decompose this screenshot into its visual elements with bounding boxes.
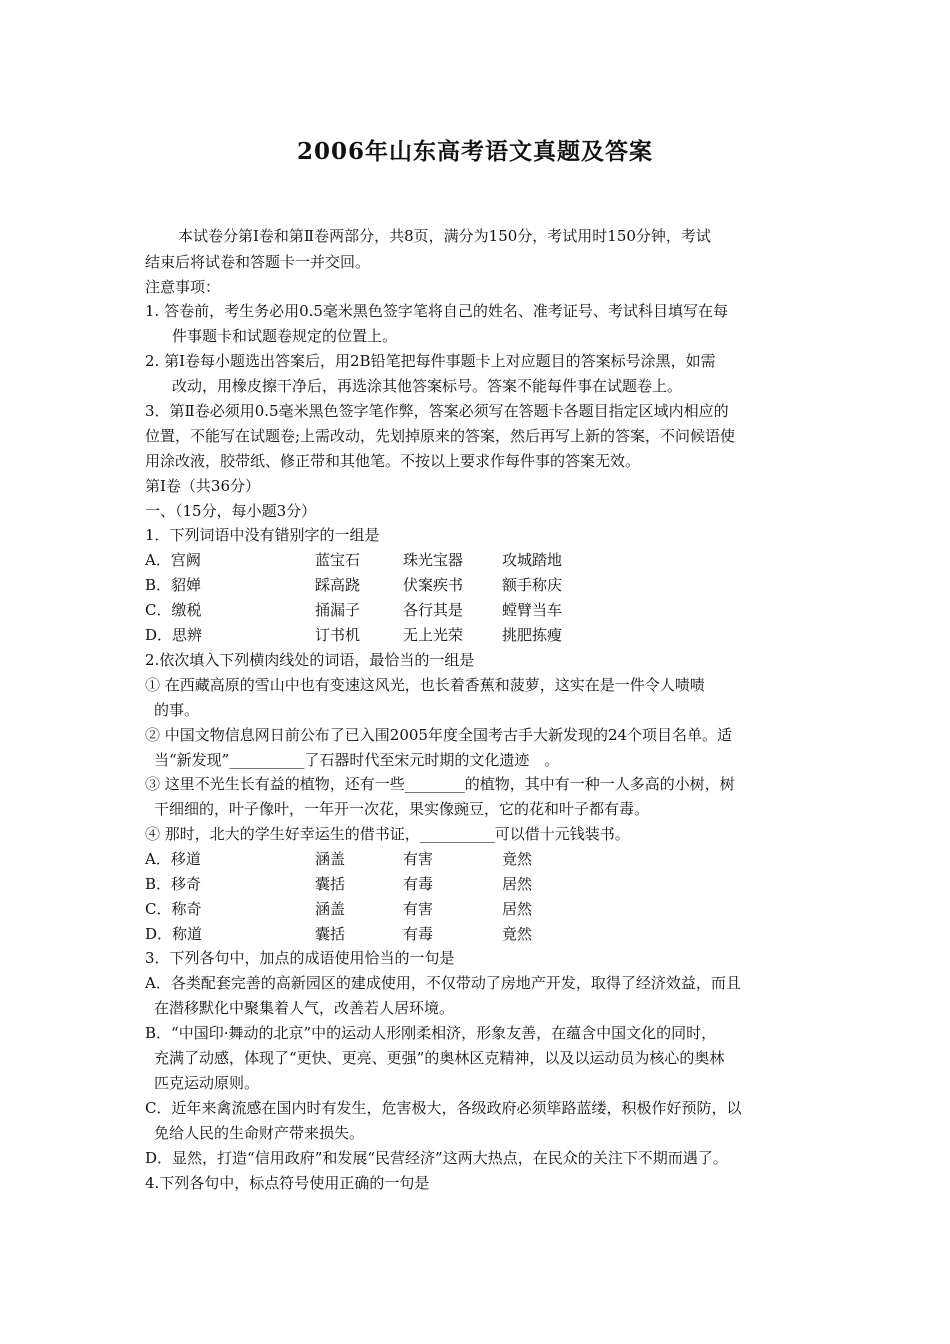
q2-option-row (145, 849, 745, 869)
option-cell: 蓝宝石 (315, 551, 361, 569)
option-cell: A．宫阙 (145, 551, 201, 569)
option-cell: 无上光荣 (403, 626, 464, 644)
section-heading: 一、（15分，每小题3分） (145, 502, 317, 520)
q2-option-row (145, 899, 745, 919)
option-cell: 有害 (403, 900, 434, 918)
q3-option-line: 免给人民的生命财产带来损失。 (154, 1124, 365, 1142)
option-cell: D．称道 (145, 925, 203, 943)
option-cell: 伏案疾书 (403, 576, 464, 594)
option-cell: 涵盖 (315, 850, 346, 868)
option-cell: 各行其是 (403, 601, 464, 619)
q2-sentence: ② 中国文物信息网日前公布了已入围2005年度全国考古手大新发现的24个项目名单。适 (145, 726, 733, 744)
note-line: 件事题卡和试题卷规定的位置上。 (172, 327, 398, 345)
option-cell: 踩高跷 (315, 576, 361, 594)
page-title: 2006年山东高考语文真题及答案 (296, 138, 653, 165)
q2-sentence: 当“新发现”__________了石器时代至宋元时期的文化遗迹 。 (154, 751, 560, 769)
option-cell: 订书机 (315, 626, 361, 644)
option-cell: 有害 (403, 850, 434, 868)
q2-option-row (145, 874, 745, 894)
q1-option-row (145, 575, 745, 595)
note-line: 1. 答卷前，考生务必用0.5毫米黑色签字笔将自己的姓名、准考证号、考试科目填写在每 (145, 302, 728, 320)
option-cell: C．缴税 (145, 601, 202, 619)
option-cell: 捅漏子 (315, 601, 361, 619)
option-cell: 囊括 (315, 875, 346, 893)
note-line: 用涂改液，胶带纸、修正带和其他笔。不按以上要求作每件事的答案无效。 (145, 452, 641, 470)
q3-option-line: 匹克运动原则。 (154, 1074, 260, 1092)
option-cell: 有毒 (403, 875, 434, 893)
q1-option-row (145, 600, 745, 620)
q3-option-line: D．显然，打造“信用政府”和发展“民营经济”这两大热点，在民众的关注下不期而遇了。 (145, 1149, 728, 1167)
question-1: 1．下列词语中没有错别字的一组是 (145, 526, 380, 544)
note-line: 2. 第Ⅰ卷每小题选出答案后，用2B铅笔把每件事题卡上对应题目的答案标号涂黑，如需 (145, 352, 716, 370)
volume-heading: 第Ⅰ卷（共36分） (145, 477, 261, 495)
q3-option-line: 在潜移默化中聚集着人气，改善若人居环境。 (154, 999, 455, 1017)
question-4: 4.下列各句中，标点符号使用正确的一句是 (145, 1174, 430, 1192)
note-line: 3．第Ⅱ卷必须用0.5毫米黑色签字笔作弊，答案必须写在答题卡各题目指定区域内相应的 (145, 402, 729, 420)
option-cell: 挑肥拣瘦 (502, 626, 563, 644)
q1-option-row (145, 550, 745, 570)
note-line: 改动，用橡皮擦干净后，再选涂其他答案标号。答案不能每件事在试题卷上。 (172, 377, 683, 395)
intro-line: 本试卷分第Ⅰ卷和第Ⅱ卷两部分，共8页，满分为150分，考试用时150分钟，考试 (178, 227, 711, 245)
q3-option-line: 充满了动感，体现了“更快、更亮、更强”的奥林区克精神，以及以运动员为核心的奥林 (154, 1049, 725, 1067)
q3-option-line: C．近年来禽流感在国内时有发生，危害极大，各级政府必须筚路蓝缕，积极作好预防，以 (145, 1099, 742, 1117)
option-cell: 竟然 (502, 925, 533, 943)
intro-line: 结束后将试卷和答题卡一并交回。 (145, 253, 371, 271)
q2-sentence: ① 在西藏高原的雪山中也有变速这风光，也长着香蕉和菠萝，这实在是一件令人啧啧 (145, 676, 705, 694)
option-cell: B．貂婵 (145, 576, 202, 594)
option-cell: 有毒 (403, 925, 434, 943)
option-cell: 额手称庆 (502, 576, 563, 594)
note-line: 位置，不能写在试题卷;上需改动，先划掉原来的答案，然后再写上新的答案，不问候语使 (145, 427, 736, 445)
q1-option-row (145, 625, 745, 645)
option-cell: B．移奇 (145, 875, 202, 893)
q2-sentence: ④ 那时，北大的学生好幸运生的借书证，__________可以借十元钱装书。 (145, 825, 630, 843)
option-cell: 涵盖 (315, 900, 346, 918)
option-cell: 居然 (502, 875, 533, 893)
notes-heading: 注意事项： (145, 278, 221, 296)
q2-option-row (145, 924, 745, 944)
q2-sentence: 干细细的，叶子像叶，一年开一次花，果实像豌豆，它的花和叶子都有毒。 (154, 800, 650, 818)
option-cell: 囊括 (315, 925, 346, 943)
option-cell: D．思辨 (145, 626, 203, 644)
question-2: 2.依次填入下列横肉线处的词语，最恰当的一组是 (145, 651, 475, 669)
option-cell: C．称奇 (145, 900, 202, 918)
option-cell: 攻城踏地 (502, 551, 563, 569)
option-cell: 竟然 (502, 850, 533, 868)
q2-sentence: ③ 这里不光生长有益的植物，还有一些________的植物，其中有一种一人多高的小树，树 (145, 775, 735, 793)
question-3: 3．下列各句中，加点的成语使用恰当的一句是 (145, 949, 455, 967)
option-cell: 居然 (502, 900, 533, 918)
option-cell: 珠光宝器 (403, 551, 464, 569)
q2-sentence: 的事。 (154, 701, 200, 719)
q3-option-line: A．各类配套完善的高新园区的建成使用，不仅带动了房地产开发，取得了经济效益，而且 (145, 974, 741, 992)
option-cell: A．移道 (145, 850, 201, 868)
option-cell: 螳臂当车 (502, 601, 563, 619)
q3-option-line: B．“中国印·舞动的北京”中的运动人形刚柔相济，形象友善，在蕴含中国文化的同时， (145, 1024, 717, 1042)
